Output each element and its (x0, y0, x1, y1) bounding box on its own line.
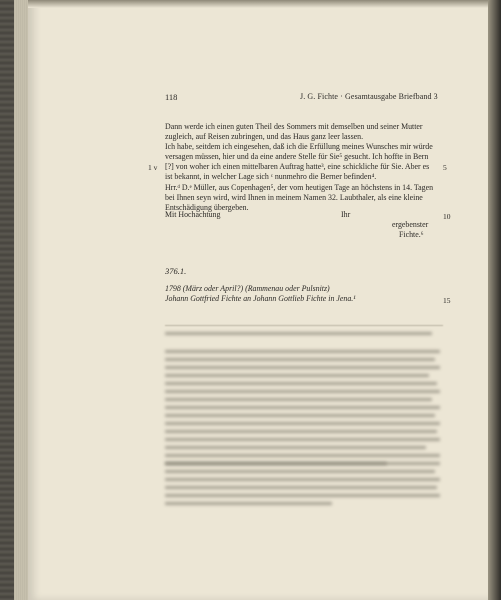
letter-line: [?] von woher ich einen mittelbaren Auftrag hatte³, eine schickliche für Sie. Aber es (165, 162, 430, 172)
letter-line: Ich habe, seitdem ich eingesehen, daß ich die Erfüllung meines Wunsches mir würde (165, 142, 433, 152)
apparatus-variants-blurred (165, 332, 443, 340)
line-number-5: 5 (443, 163, 447, 172)
line-number-10: 10 (443, 212, 451, 221)
letter-line: zugleich, auf Reisen zubringen, und das Haus ganz leer lassen. (165, 132, 364, 142)
book-spine (0, 0, 14, 600)
entry-heading (165, 284, 356, 304)
page-top-shadow (28, 0, 488, 8)
running-title: J. G. Fichte · Gesamtausgabe Briefband 3 (300, 92, 438, 101)
letter-line: versagen müssen, hier und da eine andere Stelle für Sie⁵ gesucht. Ich hoffte in Bern (165, 152, 429, 162)
closing-word: Ihr (341, 210, 351, 219)
closing-salutation: Mit Hochachtung (165, 210, 221, 219)
letter-line: Entschädigung übergeben. (165, 202, 249, 212)
signature: Fichte.⁶ (399, 230, 424, 239)
page-number: 118 (165, 92, 178, 102)
folio-marker: 1 v (148, 163, 158, 172)
commentary-note-2-blurred (165, 462, 443, 510)
letter-line: Hrr.ᵈ D.ᵉ Müller, aus Copenhagen⁵, der vom heutigen Tage an höchstens in 14. Tagen (165, 182, 434, 192)
closing-complimentary: ergebenster (392, 220, 429, 229)
apparatus-rule (165, 325, 443, 326)
book-right-edge (488, 0, 501, 600)
letter-line: bei Ihnen seyn wird, wird Ihnen in meinem Namen 32. Laubthaler, als eine kleine (165, 192, 423, 202)
page-edges (14, 0, 28, 600)
letter-line: ist bekannt, in welcher Lage sich ᶜ nunmehro die Berner befinden⁴. (165, 172, 377, 182)
letter-body (165, 122, 440, 213)
entry-date-place: 1798 (März oder April?) (Rammenau oder Pulsnitz) (165, 284, 330, 293)
line-number-15: 15 (443, 296, 451, 305)
letter-line: Dann werde ich einen guten Theil des Sommers mit demselben und seiner Mutter (165, 122, 423, 131)
commentary-notes-blurred (165, 350, 443, 470)
entry-title: Johann Gottfried Fichte an Johann Gottlieb Fichte in Jena.¹ (165, 294, 356, 304)
entry-number: 376.1. (165, 266, 187, 276)
